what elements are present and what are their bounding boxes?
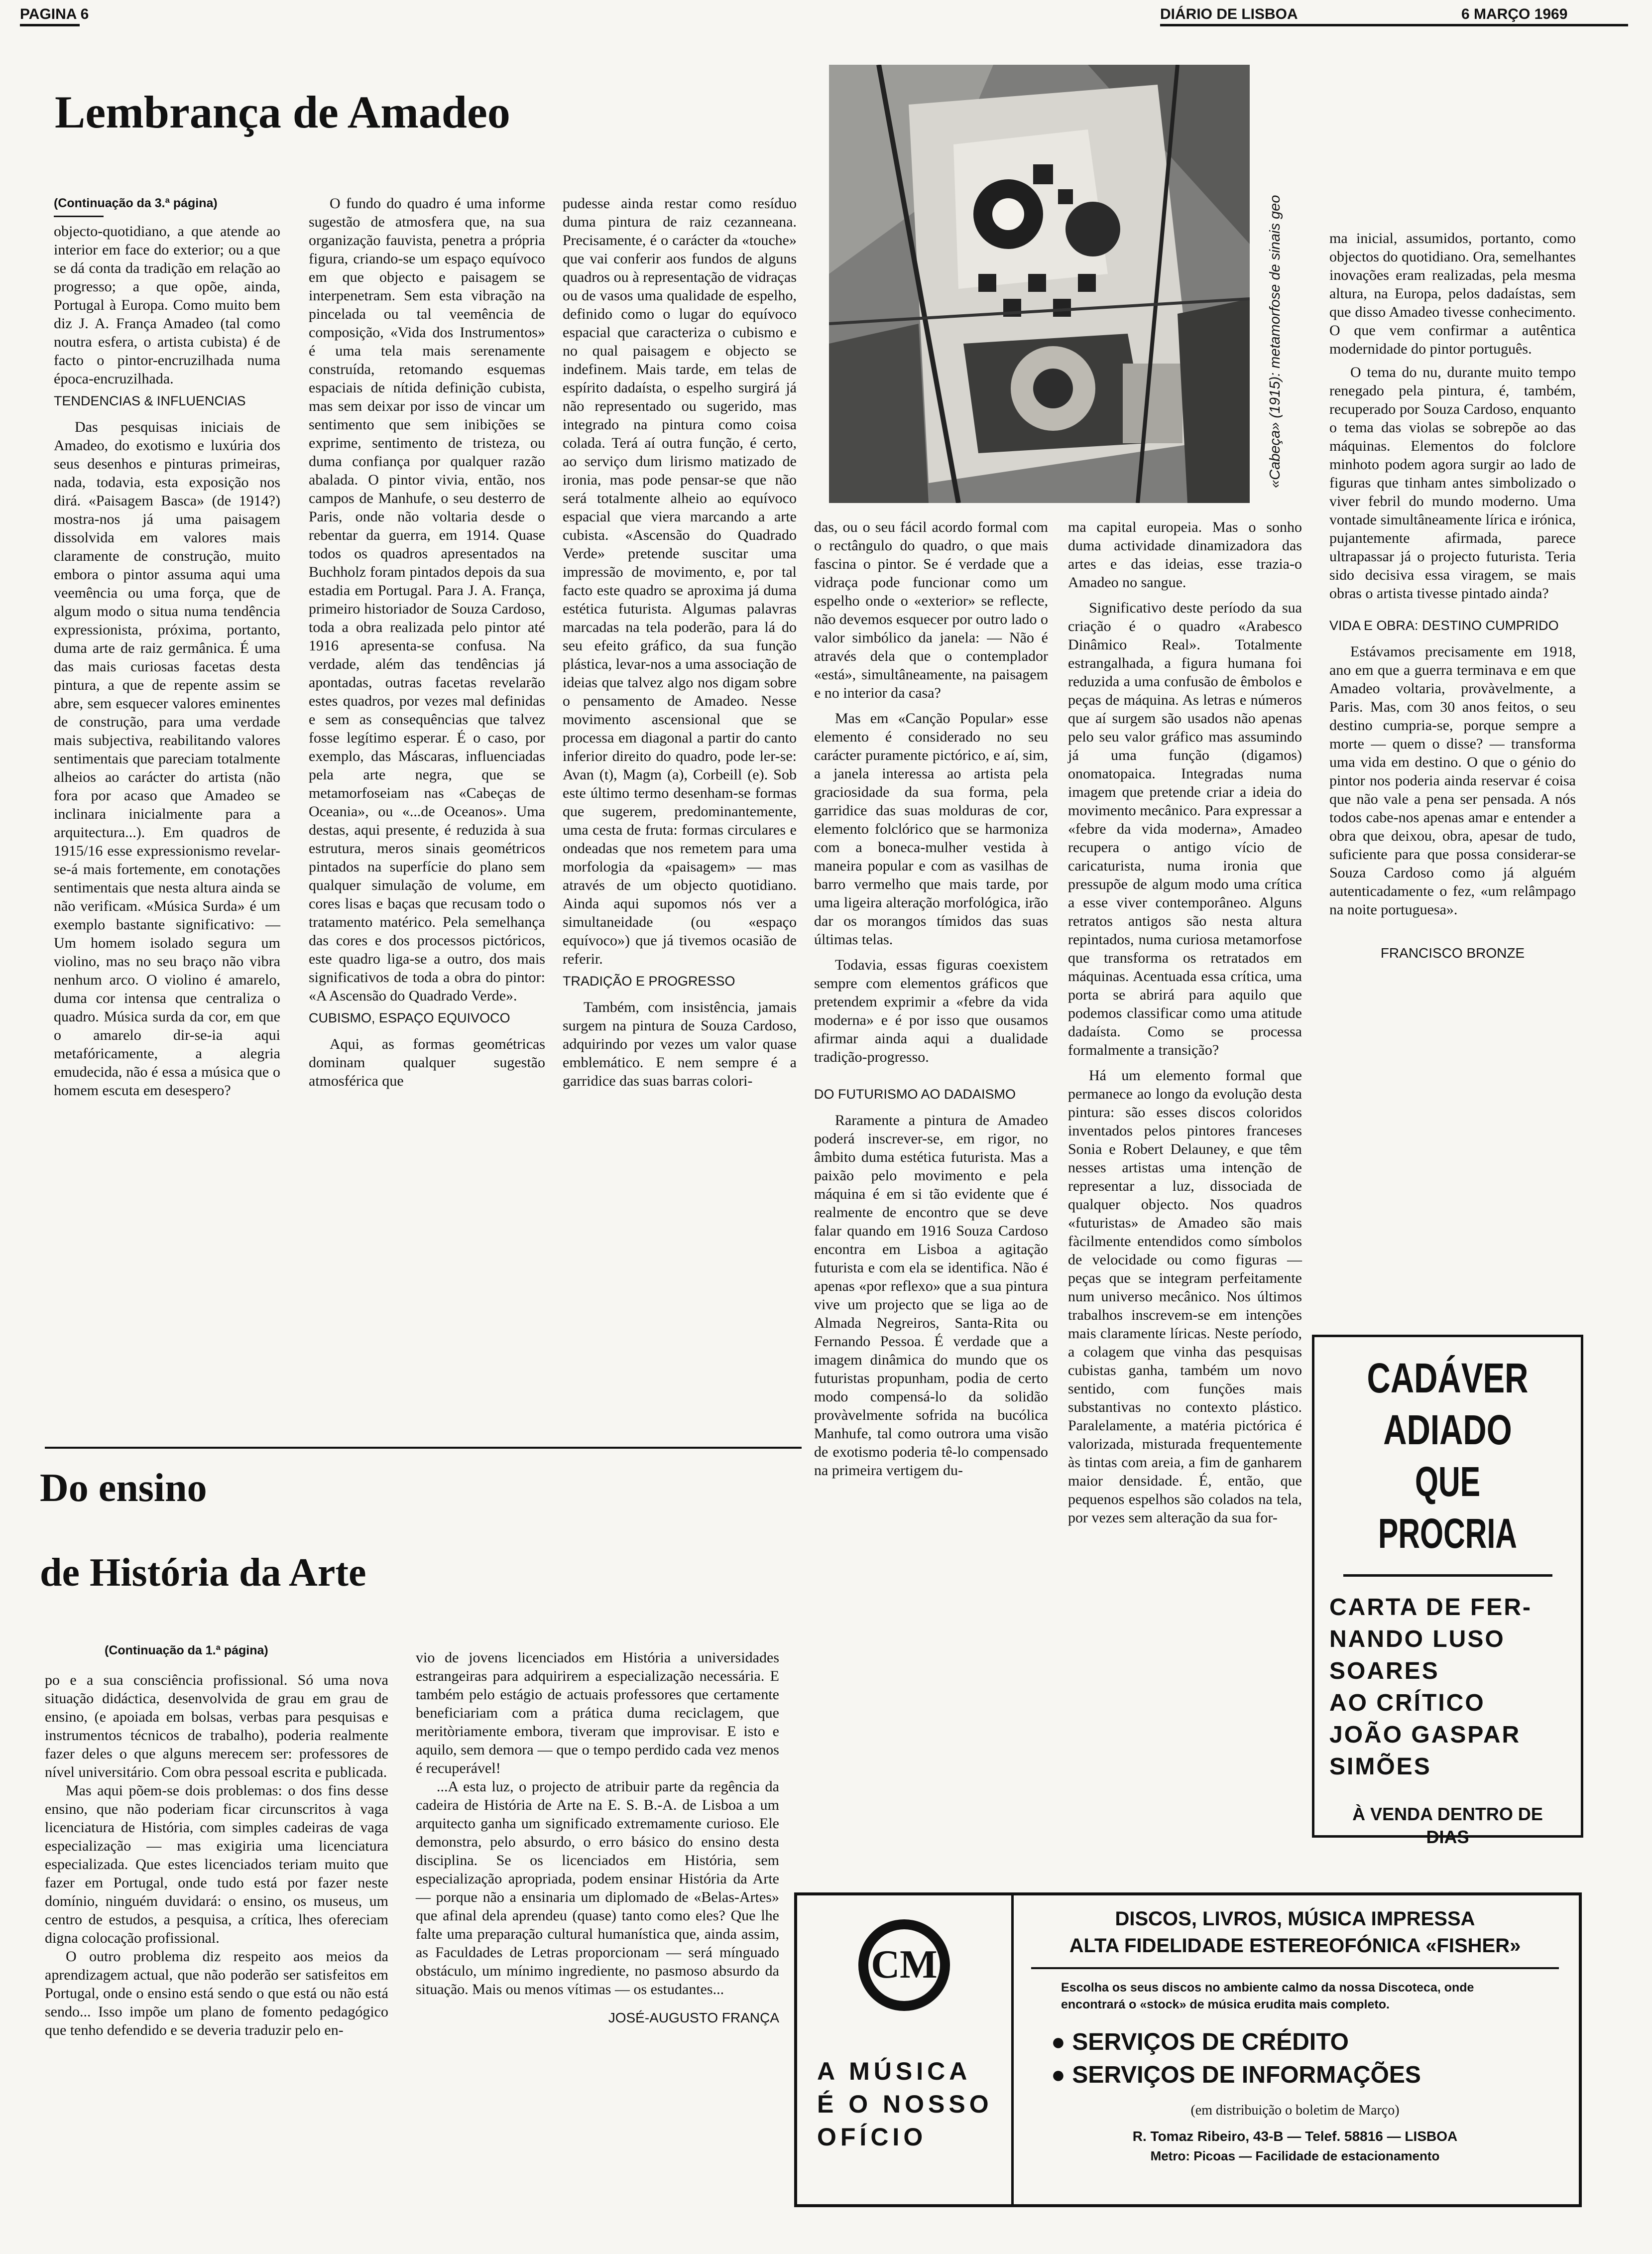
article1-column-1 (54, 194, 280, 1100)
continuation-note: (Continuação da 3.ª página) (54, 196, 218, 210)
article1-column-5 (1068, 518, 1302, 1527)
paragraph: O tema do nu, durante muito tempo renegado pela pintura, é, também, recuperado por Souza Cardoso, enquanto o tema das violas se sobrepõe ao das máquinas. Elementos do folclore minhoto podem agora surgir ao lado de figuras que tinham antes simbolizado o viver febril do mundo moderno. Uma vontade simultâneamente lírica e irónica, pujantemente afirmada, parece ultrapassar já o projecto futurista. Teria sido decisiva essa viragem, se mais obras o artista tivesse pintado ainda? (1329, 364, 1576, 602)
article1-column-2 (309, 194, 545, 1090)
paragraph: pudesse ainda restar como resíduo duma pintura de raiz cezanneana. Precisamente, é o carácter da «touche» que vai conferir aos fundos de alguns quadros ou à representação de vidraças ou de vasos uma qualidade de espelho, definido como o lugar do equívoco espacial que caracteriza o cubismo e no qual paisagem e objecto se indefinem. Mais tarde, em telas de espírito dadaísta, o espelho surgirá já não representado ou sugerido, mas integrado na pintura como coisa colada. Terá aí outra função, é certo, ao serviço dum lirismo matizado de ironia, mas pode pensar-se que não será totalmente alheio ao equívoco espacial que viera marcando a arte cubista. «Ascensão do Quadrado Verde» pretende suscitar uma impressão de movimento, e, por tal facto este quadro se aproxima já duma estética futurista. Algumas palavras marcadas na tela poderão, para lá do seu efeito gráfico, da sua função plástica, levar-nos a uma associação de ideias que talvez algo nos digam sobre o pensamento de Amadeo. Nesse movimento ascensional que se processa em diagonal a partir do canto inferior direito do quadro, pode ler-se: Avan (t), Magm (a), Corbeill (e). Sob este último termo desenham-se formas que sugerem, predominantemente, uma cesta de fruta: formas circulares e ondeadas que nos remetem para uma morfologia da «paisagem» — mas através de um objecto quotidiano. Ainda aqui supomos nós ver a simultaneidade (ou «espaço equívoco») que já tivemos ocasião de referir. (563, 195, 797, 967)
subheading: TENDENCIAS & INFLUENCIAS (54, 393, 246, 408)
article1-column-4 (814, 518, 1048, 1480)
header-rule-right (1160, 24, 1628, 26)
music-services (1031, 2026, 1559, 2092)
article1-column-3 (563, 194, 797, 1090)
paragraph: po e a sua consciência profissional. Só uma nova situação didáctica, desenvolvida de grau em grau de ensino, (e apoiada em bolsas, verbas para pesquisas e instrumentos técnicos de trabalho), poderia realmente fazer deles o que alguns merecem ser: professores de nível universitário. Com obra pessoal escrita e publicada. (45, 1672, 388, 1780)
paragraph: O outro problema diz respeito aos meios da aprendizagem actual, que não poderão ser satisfeitos em Portugal, onde o ensino está sendo o que está ou não está sendo... Isso impõe um plano de fomento pedagógico que tenho defendido e se deveria traduzir pelo en- (45, 1948, 388, 2038)
service-label: SERVIÇOS DE INFORMAÇÕES (1072, 2062, 1421, 2088)
music-logo-panel (797, 1895, 1014, 2204)
paragraph: ma inicial, assumidos, portanto, como objectos do quotidiano. Ora, semelhantes inovações eram realizadas, pela mesma altura, na Europa, pelos dadaístas, sem que disso Amadeo tivesse conhecimento. O que vem confirmar a autêntica modernidade do pintor português. (1329, 230, 1576, 357)
service-information (1051, 2059, 1559, 2092)
music-address: R. Tomaz Ribeiro, 43-B — Telef. 58816 — LISBOA (1132, 2129, 1458, 2144)
article2-title-line2: de História da Arte (40, 1551, 366, 1595)
music-shop-advertisement (794, 1892, 1582, 2207)
svg-text:CM: CM (871, 1943, 938, 1987)
subheading: CUBISMO, ESPAÇO EQUIVOCO (309, 1010, 510, 1025)
ad-subtitle-line: AO CRÍTICO (1329, 1690, 1485, 1716)
paragraph: Aqui, as formas geométricas dominam qualquer sugestão atmosférica que (309, 1036, 545, 1089)
subheading: VIDA E OBRA: DESTINO CUMPRIDO (1329, 618, 1559, 633)
service-label: SERVIÇOS DE CRÉDITO (1072, 2029, 1349, 2055)
newspaper-name: DIÁRIO DE LISBOA (1160, 6, 1298, 22)
music-ad-note: Escolha os seus discos no ambiente calmo da nossa Discoteca, onde encontrará o «stock» de música erudita mais completo. (1061, 1981, 1474, 2011)
page-number: PAGINA 6 (20, 6, 89, 22)
article1-author: FRANCISCO BRONZE (1380, 945, 1525, 961)
painting-artwork (829, 65, 1250, 503)
music-ad-line2: ALTA FIDELIDADE ESTEREOFÓNICA «FISHER» (1069, 1935, 1521, 1957)
music-metro: Metro: Picoas — Facilidade de estacionamento (1150, 2148, 1440, 2163)
painting-cabeca-image (829, 65, 1250, 503)
paragraph: ...A esta luz, o projecto de atribuir parte da regência da cadeira de História de Arte na E. S. B.-A. de Lisboa a um arquitecto ganha um significado extremamente curioso. Ele demonstra, pelo absurdo, o erro básico do ensino desta disciplina. Se os licenciados em História, sem especialização apropriada, podem ensinar História da Arte — porque não a ensinaria um diplomado de «Belas-Artes» que afinal dela aprendeu (quase) tanto como eles? Que lhe falte uma preparação cultural humanística que, ainda assim, as Faculdades de Letras proporcionam — será mínguado obstáculo, um mínimo ingrediente, no pasmoso absurdo da situação. Mais ou menos vítimas — os estudantes... (416, 1778, 779, 1998)
article2-column-1 (45, 1671, 388, 2039)
music-logo-icon (854, 1915, 954, 2015)
ad-subtitle-line: SOARES (1329, 1658, 1439, 1684)
music-bulletin-note: (em distribuição o boletim de Março) (1190, 2103, 1400, 2118)
caption-text: «Cabeça» (1915): metamorfose de sinais geo (1267, 195, 1283, 488)
ad-rule (1343, 1574, 1552, 1577)
music-ad-body (1031, 1905, 1559, 2164)
paragraph: Mas aqui põem-se dois problemas: o dos fins desse ensino, que não poderiam ficar circunscritos à vaga licenciatura de História, com simples cadeiras de vaga especialização — mas exigiria uma licenciatura especializada. Que estes licenciados teriam muito que fazer em Portugal, onde tudo está por fazer neste domínio, ninguém duvidará: o ensino, os museus, um centro de estudos, a pesquisa, a crítica, lhes ofereciam digna colocação profissional. (45, 1782, 388, 1946)
article2-title-line1: Do ensino (40, 1466, 207, 1510)
paragraph: Raramente a pintura de Amadeo poderá inscrever-se, em rigor, no âmbito duma estética futurista. Mas a paixão pelo movimento e pela máquina é em si tão evidente que é realmente de encontro que se deve falar quando em 1916 Souza Cardoso encontra em Lisboa a agitação futurista e com ela se identifica. Não é apenas «por reflexo» que a sua pintura vive um projecto que se liga ao de Almada Negreiros, Santa-Rita ou Fernando Pessoa. É verdade que a imagem dinâmica do mundo que os futuristas propunham, podia de certo modo compensá-lo da solidão provàvelmente sofrida na bucólica Manhufe, tal como outrora uma visão de exotismo poderia tê-lo compensado na primeira vertigem du- (814, 1112, 1048, 1479)
paragraph: Há um elemento formal que permanece ao longo da evolução desta pintura: são esses discos coloridos inventados pelos pintores franceses Sonia e Robert Delauney, e que têm nesses artistas uma intenção de representar a luz, dissociada de qualquer objecto. Nos quadros «futuristas» de Amadeo são mais fàcilmente entendidos como símbolos de velocidade ou como figuras — peças que se integram perfeitamente num universo mecânico. Nos últimos trabalhos inscrevem-se em intenções mais claramente líricas. Neste período, a colagem que vinha das pesquisas cubistas ganha, também um novo sentido, com funções mais substantivas no contexto plástico. Paralelamente, a matéria pictórica é valorizada, misturada frequentemente às tintas com areia, a fim de ganharem maior densidade. É, então, que pequenos espelhos são colados na tela, por vezes sem alteração da sua for- (1068, 1067, 1302, 1526)
ad-subtitle-line: CARTA DE FER- (1329, 1594, 1532, 1621)
article1-column-6 (1329, 229, 1576, 962)
paragraph: Significativo deste período da sua criação é o quadro «Arabesco Dinâmico Real». Totalmente estrangalhada, a figura humana foi reduzida a uma confusão de êmbolos e peças de máquina. As letras e números que aí surgem são usados não apenas pelo seu valor gráfico mas assumindo já uma função (digamos) onomatopaica. Integradas numa imagem que pretende criar a ideia do movimento mecânico. Para expressar a «febre da vida moderna», Amadeo recupera o antigo vício de caricaturista, numa ironia que pressupõe de algum modo uma crítica a esse viver contemporâneo. Alguns retratos antigos são nesta altura repintados, numa curiosa metamorfose que transforma os retratados em máquinas. Acentuada essa crítica, uma porta se abrirá para aquilo que podemos classificar como uma atitude dadaísta. Como se processa formalmente a transição? (1068, 600, 1302, 1058)
ad-subtitle-line: JOÃO GASPAR (1329, 1722, 1521, 1748)
book-advertisement (1312, 1335, 1583, 1847)
issue-date: 6 MARÇO 1969 (1461, 6, 1568, 22)
ad-subtitle-line: NANDO LUSO (1329, 1626, 1505, 1652)
article1-title: Lembrança de Amadeo (55, 87, 510, 137)
music-slogan: A MÚSICA É O NOSSO OFÍCIO (817, 2057, 993, 2151)
paragraph: vio de jovens licenciados em História a universidades estrangeiras para adquirirem a especialização necessária. E também pelo estágio de actuais professores que certamente beneficiariam com a prática duma reciclagem, que meritòriamente embora, tiveram que improvisar. E isto e aquilo, sem demora — que o tempo perdido cada vez menos é recuperável! (416, 1649, 779, 1776)
subheading: TRADIÇÃO E PROGRESSO (563, 974, 735, 989)
ad-footer: À VENDA DENTRO DE DIAS (1352, 1804, 1543, 1847)
painting-caption (1267, 125, 1287, 488)
bullet-icon: ● (1051, 2029, 1072, 2055)
continuation-rule (54, 216, 104, 217)
ad-subtitle (1314, 1592, 1581, 1783)
paragraph: ma capital europeia. Mas o sonho duma actividade dinamizadora das artes e das ideias, esse trazia-o Amadeo no sangue. (1068, 519, 1302, 591)
paragraph: Todavia, essas figuras coexistem sempre com elementos gráficos que pretendem exprimir a «febre da vida moderna» e é por isso que ousamos afirmar ainda aqui a dualidade tradição-progresso. (814, 957, 1048, 1065)
paragraph: das, ou o seu fácil acordo formal com o rectângulo do quadro, o que mais fascina o pintor. Se é verdade que a vidraça pode funcionar como um espelho onde o «exterior» se reflecte, não devemos esquecer por outro lado o valor simbólico da janela: — Não é através dela que o contemplador «está», simultâneamente, na paisagem e no interior da casa? (814, 519, 1048, 701)
article-divider (45, 1447, 802, 1449)
bullet-icon: ● (1051, 2062, 1072, 2088)
ad-subtitle-line: SIMÕES (1329, 1753, 1431, 1780)
article2-author: JOSÉ-AUGUSTO FRANÇA (608, 2010, 779, 2025)
paragraph: Mas em «Canção Popular» esse elemento é considerado no seu carácter puramente pictórico, e aí, sim, a janela interessa ao artista pela graciosidade da sua forma, pela garridice das suas molduras de cor, elemento folclórico que se harmoniza com a boneca-mulher vestida à maneira popular e com as vasilhas de barro vermelho que mais tarde, por uma ligeira alteração morfológica, irão dar os morangos tímidos das suas últimas telas. (814, 710, 1048, 948)
service-credit (1051, 2026, 1559, 2059)
paragraph: Estávamos precisamente em 1918, ano em que a guerra terminava e em que Amadeo voltaria, provàvelmente, a Paris. Mas, com 30 anos feitos, o seu destino cumpria-se, porque sempre a morte — quem o disse? — transforma uma vida em destino. O que o génio do pintor nos poderia ainda reservar é coisa que não vale a pena ser pensada. A nós todos cabe-nos apenas amar e entender a obra que deixou, obra, apesar de tudo, suficiente para que possa considerar-se Souza Cardoso como já alguém autenticadamente o fez, «um relâmpago na noite portuguesa». (1329, 643, 1576, 918)
ad-title-1: CADÁVER (1367, 1355, 1529, 1401)
ad-title-3: QUE PROCRIA (1378, 1458, 1517, 1557)
subheading: DO FUTURISMO AO DADAISMO (814, 1087, 1016, 1102)
paragraph: Das pesquisas iniciais de Amadeo, do exotismo e luxúria dos seus desenhos e pinturas primeiras, nada, todavia, esta exposição nos dirá. «Paisagem Basca» (de 1914?) mostra-nos já uma paisagem dissolvida em valores mais claramente de construção, muito embora o pintor assuma aqui uma veemência ou uma força, que de algum modo o situa numa tendência expressionista, próxima, portanto, duma arte de raiz germânica. É uma das mais curiosas facetas desta pintura, a que de repente assim se abre, sem esquecer valores eminentes de construção, para uma verdade mais subjectiva, reabilitando valores sentimentais que pareciam totalmente alheios ao carácter do artista (não fora por acaso que Amadeo se inclinara inicialmente para a arquitectura...). Em quadros de 1915/16 esse expressionismo revelar-se-á mais fortemente, em conotações sentimentais que nesta altura ainda se não verificam. «Música Surda» é um exemplo bastante significativo: — Um homem isolado segura um violino, mas no seu braço não vibra nenhum arco. O violino é amarelo, duma cor intensa que centraliza o quadro. Música surda da cor, em que o amarelo dir-se-ia aqui metafóricamente, a alegria emudecida, não é essa a música que o homem escuta em desespero? (54, 419, 280, 1099)
music-ad-rule (1031, 1967, 1559, 1969)
paragraph: Também, com insistência, jamais surgem na pintura de Souza Cardoso, adquirindo por vezes um valor quase emblemático. E nem sempre é a garridice das suas barras colori- (563, 999, 797, 1089)
article2-continuation: (Continuação da 1.ª página) (105, 1643, 268, 1657)
paragraph: O fundo do quadro é uma informe sugestão de atmosfera que, na sua organização fauvista, penetra a própria figura, criando-se um espaço equívoco em que objecto e paisagem se interpenetram. Sem esta vibração na pincelada ou tal veemência de composição, «Vida dos Instrumentos» é uma tela mais serenamente construída, retomando esquemas espaciais de nítida definição cubista, mas sem deixar por isso de vincar um sentimento que sem inibições se exprime, sentimento de tristeza, ou duma confiança por qualquer razão abalada. O pintor vivia, então, nos campos de Manhufe, o seu desterro de Paris, onde não voltaria desde o rebentar da guerra, em 1914. Quase todos os quadros apresentados na Buchholz foram pintados depois da sua estadia em Portugal. Para J. A. França, primeiro historiador de Souza Cardoso, toda a obra realizada pelo pintor até 1916 apresenta-se confusa. Na verdade, além das tendências já apontadas, outras facetas revelarão estes quadros, por vezes mal definidas e sem as consequências que talvez fosse legítimo esperar. É o caso, por exemplo, das Máscaras, influenciadas pela arte negra, que se metamorfoseiam nas «Cabeças de Oceania», ou «...de Oceanos». Uma destas, aqui presente, é reduzida à sua estrutura, meros sinais geométricos pintados na superfície do plano sem qualquer simulação de volume, em cores lisas e baças que recusam todo o tratamento matérico. Pela semelhança das cores e dos processos pictóricos, este quadro liga-se a outro, dos mais significativos de toda a obra do pintor: «A Ascensão do Quadrado Verde». (309, 195, 545, 1004)
article2-column-2 (416, 1648, 779, 2027)
header-rule-left (20, 24, 80, 26)
ad-title-2: ADIADO (1383, 1406, 1512, 1453)
music-ad-line1: DISCOS, LIVROS, MÚSICA IMPRESSA (1115, 1908, 1475, 1930)
paragraph: objecto-quotidiano, a que atende ao interior em face do exterior; ou a que se dá conta da tradição em relação ao progresso; a que opõe, ainda, Portugal à Europa. Como muito bem diz J. A. França Amadeo (tal como noutra esfera, o artista cubista) é de facto o pintor-encruzilhada numa época-encruzilhada. (54, 223, 280, 387)
